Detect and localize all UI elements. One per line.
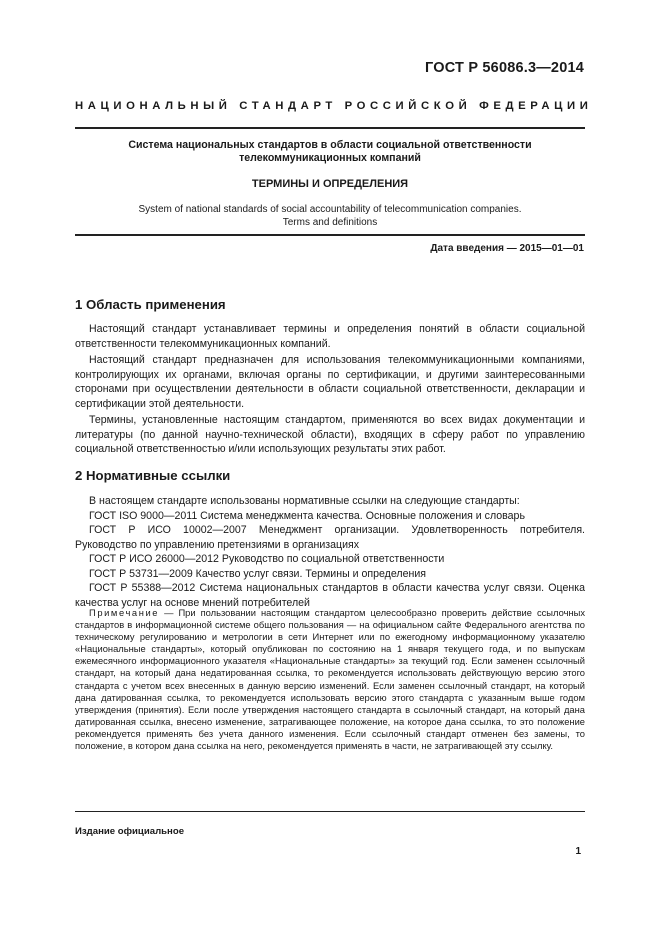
section-1-paragraph: Настоящий стандарт предназначен для использования телекоммуникационными компаниями, контролирующих их органами, включая органы по сертификации, и другими заинтересованными сторонами при осуществлении деятельности в области социальной ответственности, декларации и сертификации этой деятельности. [75,354,585,410]
english-title-line-2: Terms and definitions [282,216,378,228]
reference-item: ГОСТ Р ИСО 26000—2012 Руководство по социальной ответственности [89,553,445,565]
reference-item: ГОСТ ISO 9000—2011 Система менеджмента качества. Основные положения и словарь [89,509,525,522]
note-label: Примечание [89,608,160,618]
title-line-2: телекоммуникационных компаний [239,152,421,164]
terms-title: ТЕРМИНЫ И ОПРЕДЕЛЕНИЯ [251,178,409,190]
introduction-date: Дата введения — 2015—01—01 [430,243,584,254]
section-1-body [75,322,585,459]
reference-item: ГОСТ Р 55388—2012 Система национальных стандартов в области качества услуг связи. Оценка качества услуг на основе мнений потребителей [75,582,585,609]
normative-references [75,494,585,610]
references-intro: В настоящем стандарте использованы нормативные ссылки на следующие стандарты: [89,495,520,507]
national-standard-banner: НАЦИОНАЛЬНЫЙ СТАНДАРТ РОССИЙСКОЙ ФЕДЕРАЦИИ [75,100,593,112]
references-note [75,607,585,752]
note-text: — При пользовании настоящим стандартом целесообразно проверить действие ссылочных стандартов в информационной системе общего пользования — на официальном сайте Федерального агентства по техническому регулированию и метрологии в сети Интернет или по ежегодному информационному указателю «Национальные стандарты», который опубликован по состоянию на 1 января текущего года, и по выпускам ежемесячного информационного указателя «Национальные стандарты» за текущий год. Если заменен ссылочный стандарт, на который дана недатированная ссылка, то рекомендуется использовать действующую версию этого стандарта с учетом всех внесенных в данную версию изменений. Если заменен ссылочный стандарт, на который дана датированная ссылка, то рекомендуется использовать версию этого стандарта с указанным выше годом утверждения (принятия). Если после утверждения настоящего стандарта в ссылочный стандарт, на который дана датированная ссылка, внесено изменение, затрагивающее положение, на которое дана ссылка, то это положение рекомендуется применять без учета данного изменения. Если ссылочный стандарт отменен без замены, то положение, в котором дана ссылка на него, рекомендуется применять в части, не затрагивающей эту ссылку. [75,608,585,752]
header-divider [75,127,585,129]
english-title [75,204,585,229]
title-line-1: Система национальных стандартов в области социальной ответственности [128,139,532,151]
reference-item: ГОСТ Р 53731—2009 Качество услуг связи. Термины и определения [89,567,426,580]
section-1-heading: 1 Область применения [75,297,226,312]
page-number: 1 [575,846,581,857]
english-title-line-1: System of national standards of social accountability of telecommunication companies. [138,204,522,215]
title-divider [75,234,585,236]
section-1-paragraph: Термины, установленные настоящим стандартом, применяются во всех видах документации и литературы (по данной научно-технической области), входящих в сферу работ по управлению социальной ответственностью и/или использующих результаты этих работ. [75,414,585,455]
section-1-paragraph: Настоящий стандарт устанавливает термины и определения понятий в области социальной ответственности телекоммуникационных компаний. [75,323,585,350]
official-edition-label: Издание официальное [75,826,185,837]
reference-item: ГОСТ Р ИСО 10002—2007 Менеджмент организации. Удовлетворенность потребителя. Руководство по управлению претензиями в организациях [75,524,585,551]
standard-title [75,139,585,165]
section-2-heading: 2 Нормативные ссылки [75,468,231,483]
footer-divider [75,811,585,812]
document-code: ГОСТ Р 56086.3—2014 [425,60,584,76]
